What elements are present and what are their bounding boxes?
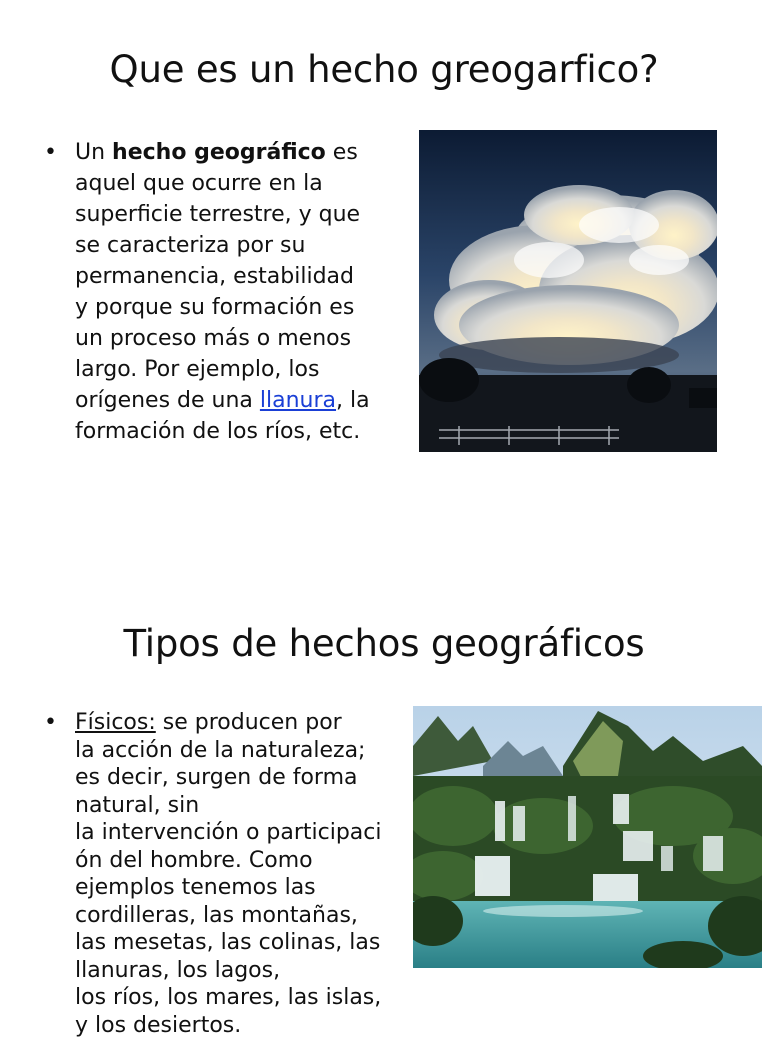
text-line: formación de los ríos, etc. bbox=[75, 416, 395, 447]
text-line: cordilleras, las montañas, bbox=[75, 902, 410, 930]
waterfall-landscape-image bbox=[413, 706, 762, 968]
text-run: Un bbox=[75, 140, 112, 165]
slide2-bullet-paragraph bbox=[75, 709, 410, 1039]
text-line bbox=[75, 137, 395, 168]
text-run: se producen por bbox=[156, 710, 342, 735]
bold-term: hecho geográfico bbox=[112, 140, 326, 165]
text-line: superficie terrestre, y que bbox=[75, 199, 395, 230]
slide1-bullet-paragraph bbox=[75, 137, 395, 447]
text-line: aquel que ocurre en la bbox=[75, 168, 395, 199]
slide2-title: Tipos de hechos geográficos bbox=[0, 622, 768, 666]
text-line bbox=[75, 709, 410, 737]
text-line: y los desiertos. bbox=[75, 1012, 410, 1039]
text-line: un proceso más o menos bbox=[75, 323, 395, 354]
text-line: natural, sin bbox=[75, 792, 410, 820]
text-line bbox=[75, 385, 395, 416]
text-line: ejemplos tenemos las bbox=[75, 874, 410, 902]
slide1-title: Que es un hecho greogarfico? bbox=[0, 48, 768, 92]
text-line: se caracteriza por su bbox=[75, 230, 395, 261]
bullet-dot-icon: • bbox=[44, 709, 57, 737]
storm-cloud-photo bbox=[419, 130, 717, 452]
llanura-link[interactable]: llanura bbox=[260, 388, 336, 413]
text-run: orígenes de una bbox=[75, 388, 260, 413]
underlined-term: Físicos: bbox=[75, 710, 156, 735]
text-line: ón del hombre. Como bbox=[75, 847, 410, 875]
text-line: la intervención o participaci bbox=[75, 819, 410, 847]
text-line: los ríos, los mares, las islas, bbox=[75, 984, 410, 1012]
bullet-dot-icon: • bbox=[44, 137, 57, 168]
text-line: la acción de la naturaleza; bbox=[75, 737, 410, 765]
text-line: las mesetas, las colinas, las bbox=[75, 929, 410, 957]
text-line: y porque su formación es bbox=[75, 292, 395, 323]
text-run: , la bbox=[336, 388, 370, 413]
waterfall-landscape-photo bbox=[413, 706, 762, 968]
text-line: llanuras, los lagos, bbox=[75, 957, 410, 985]
text-run: es bbox=[326, 140, 358, 165]
text-line: permanencia, estabilidad bbox=[75, 261, 395, 292]
text-line: es decir, surgen de forma bbox=[75, 764, 410, 792]
storm-cloud-image bbox=[419, 130, 717, 452]
text-line: largo. Por ejemplo, los bbox=[75, 354, 395, 385]
